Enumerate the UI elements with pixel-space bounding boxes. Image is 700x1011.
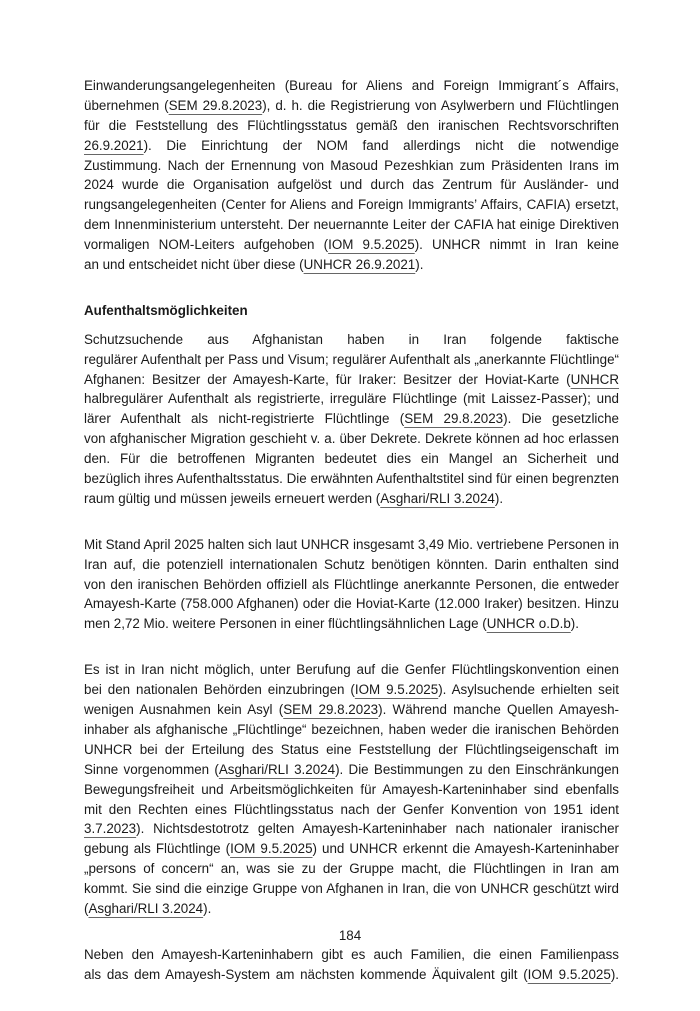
text-line [84, 389, 619, 409]
text-line [84, 680, 619, 700]
text-line [84, 136, 619, 156]
text-line [84, 489, 619, 509]
text-segment: rungsangelegenheiten (Center for Aliens and Foreign Immigrants’ Affairs, CAFIA) ersetzt, [84, 197, 619, 213]
text-segment: Es ist in Iran nicht möglich, unter Berufung auf die Genfer Flüchtlingskonvention einen [84, 662, 619, 678]
text-segment: Zustimmung. Nach der Ernennung von Masoud Pezeshkian zum Präsidenten Irans im [84, 157, 619, 173]
text-line [84, 700, 619, 720]
text-segment: ). [610, 966, 619, 982]
text-line [84, 215, 619, 235]
text-segment: ). [203, 900, 212, 916]
text-segment: Neben den Amayesh-Karteninhabern gibt es auch Familien, die einen Familienpass [84, 946, 619, 962]
text-segment: übernehmen ( [84, 97, 169, 113]
text-line [84, 965, 619, 985]
text-line [84, 156, 619, 176]
citation-link[interactable]: SEM 29.8.2023 [168, 97, 263, 113]
text-segment: als das dem Amayesh-System am nächsten kommende Äquivalent gilt ( [84, 966, 528, 982]
text-segment: bei den nationalen Behörden einzubringen ( [84, 682, 355, 698]
text-segment: mit den Rechten eines Flüchtlingsstatus nach der Genfer Konvention von 1951 ident [84, 801, 619, 817]
text-line [84, 255, 619, 275]
text-segment: lärer Aufenthalt als nicht-registrierte Flüchtlinge ( [84, 411, 405, 427]
text-segment: Amayesh-Karte (758.000 Afghanen) oder die Hoviat-Karte (12.000 Iraker) besitzen. Hinzu [84, 596, 619, 612]
citation-link[interactable]: Asghari/RLI 3.2024 [380, 490, 495, 506]
text-segment: wenigen Ausnahmen kein Asyl ( [84, 702, 284, 718]
text-segment: bezüglich ihres Aufenthaltsstatus. Die erwähnten Aufenthaltstitel sind für einen begrenzten [84, 471, 619, 487]
text-line [84, 350, 619, 370]
text-segment: regulärer Aufenthalt per Pass und Visum; regulärer Aufenthalt als „anerkannte Flüchtlinge“ [84, 351, 619, 367]
text-segment: inhaber als afghanische „Flüchtlinge“ bezeichnen, haben weder die iranischen Behörden [84, 721, 619, 737]
text-segment: von afghanischer Migration geschieht v. a. über Dekrete. Dekrete können ad hoc erlassen [84, 431, 619, 447]
text-segment: für die Feststellung des Flüchtlingsstatus gemäß den iranischen Rechtsvorschriften [84, 117, 619, 133]
text-line [84, 899, 619, 919]
text-segment: raum gültig und müssen jeweils erneuert werden ( [84, 490, 381, 506]
text-line [84, 429, 619, 449]
text-segment: ( [84, 900, 89, 916]
citation-link[interactable]: Asghari/RLI 3.2024 [88, 900, 204, 916]
section-heading: Aufenthaltsmöglichkeiten [84, 302, 248, 318]
text-line [84, 859, 619, 879]
text-segment: den. Für die betroffenen Migranten bedeutet dies ein Mangel an Sicherheit und [84, 451, 619, 467]
citation-link[interactable]: 3.7.2023 [84, 821, 137, 837]
text-line [84, 76, 619, 96]
citation-link[interactable]: IOM 9.5.2025 [354, 682, 439, 698]
text-line [84, 760, 619, 780]
text-line [84, 449, 619, 469]
text-line [84, 555, 619, 575]
text-line [84, 235, 619, 255]
text-line [84, 594, 619, 614]
text-segment: von den iranischen Behörden offiziell als Flüchtlinge anerkannte Personen, die entweder [84, 576, 619, 592]
text-line [84, 175, 619, 195]
citation-link[interactable]: SEM 29.8.2023 [404, 411, 504, 427]
text-segment: ). [570, 616, 579, 632]
text-segment: Sinne vorgenommen ( [84, 761, 219, 777]
paragraph [84, 330, 619, 509]
text-line [84, 800, 619, 820]
text-line [84, 614, 619, 634]
document-body [84, 76, 619, 1011]
paragraph [84, 660, 619, 919]
text-segment: men 2,72 Mio. weitere Personen in einer flüchtlingsähnlichen Lage ( [84, 616, 487, 632]
text-segment: „persons of concern“ an, was sie zu der Gruppe macht, die Flüchtlingen in Iran am [84, 861, 619, 877]
citation-link[interactable]: IOM 9.5.2025 [328, 237, 415, 253]
text-segment: Einwanderungsangelegenheiten (Bureau for Aliens and Foreign Immigrant´s Affairs, [84, 78, 619, 93]
paragraph [84, 535, 619, 634]
text-line [84, 409, 619, 429]
page-number: 184 [338, 928, 362, 943]
citation-link[interactable]: IOM 9.5.2025 [527, 966, 611, 982]
text-segment: Mit Stand April 2025 halten sich laut UNHCR insgesamt 3,49 Mio. vertriebene Personen in [84, 536, 619, 552]
text-segment: ). Asylsuchende erhielten seit [438, 682, 619, 698]
text-segment: Iran auf, die potenziell internationalen Schutz benötigen könnten. Darin enthalten sind [84, 556, 619, 572]
citation-link[interactable]: UNHCR o.D.b [486, 616, 571, 632]
text-segment: dem Innenministerium untersteht. Der neuernannte Leiter der CAFIA hat einige Direktiven [84, 217, 619, 233]
text-line [84, 740, 619, 760]
text-segment: vormaligen NOM-Leiters aufgehoben ( [84, 237, 329, 253]
citation-link[interactable]: IOM 9.5.2025 [230, 841, 313, 857]
text-segment: gebung als Flüchtlinge ( [84, 841, 231, 857]
text-segment: Afghanen: Besitzer der Amayesh-Karte, für Iraker: Besitzer der Hoviat-Karte ( [84, 371, 571, 387]
text-line [84, 660, 619, 680]
text-line [84, 195, 619, 215]
citation-link[interactable]: UNHCR 26.9.2021 [303, 257, 416, 273]
text-line [84, 575, 619, 595]
paragraph [84, 945, 619, 985]
citation-link[interactable]: 26.9.2021 [84, 137, 144, 153]
text-line [84, 370, 619, 390]
text-segment: ) und UNHCR erkennt die Amayesh-Karteninhaber [312, 841, 619, 857]
text-segment: ). Nichtsdestotrotz gelten Amayesh-Karteninhaber nach nationaler iranischer [136, 821, 619, 837]
text-segment: UNHCR bei der Erteilung des Status eine Feststellung der Flüchtlingseigenschaft im [84, 741, 619, 757]
text-segment: an und entscheidet nicht über diese ( [84, 257, 304, 273]
text-segment: 2024 wurde die Organisation aufgelöst und durch das Zentrum für Ausländer- und [84, 177, 619, 193]
text-line [84, 116, 619, 136]
text-line [84, 839, 619, 859]
text-line [84, 819, 619, 839]
text-line [84, 96, 619, 116]
text-segment: halbregulärer Aufenthalt als registrierte, irreguläre Flüchtlinge (mit Laissez-Passer); und [84, 391, 619, 407]
text-line [84, 720, 619, 740]
text-line [84, 879, 619, 899]
text-segment: ). Die Bestimmungen zu den Einschränkungen [335, 761, 619, 777]
text-segment: Bewegungsfreiheit und Arbeitsmöglichkeiten für Amayesh-Karteninhaber sind ebenfalls [84, 781, 619, 797]
text-segment: ). [415, 257, 424, 273]
text-segment: kommt. Sie sind die einzige Gruppe von Afghanen in Iran, die von UNHCR geschützt wird [84, 881, 619, 897]
text-segment: ). [494, 490, 504, 506]
text-line [84, 780, 619, 800]
text-line [84, 330, 619, 350]
text-line [84, 469, 619, 489]
citation-link[interactable]: UNHCR [570, 371, 619, 387]
paragraph [84, 76, 619, 275]
citation-link[interactable]: Asghari/RLI 3.2024 [218, 761, 336, 777]
text-line [84, 945, 619, 965]
text-segment: ). Während manche Quellen Amayesh- [378, 702, 619, 718]
text-segment: ). UNHCR nimmt in Iran keine [414, 237, 619, 253]
citation-link[interactable]: SEM 29.8.2023 [283, 702, 379, 718]
text-segment: Schutzsuchende aus Afghanistan haben in Iran folgende faktische [84, 331, 619, 347]
text-line [84, 535, 619, 555]
text-segment: ). Die gesetzliche [503, 411, 619, 427]
text-segment: ). Die Einrichtung der NOM fand allerdings nicht die notwendige [143, 137, 619, 153]
text-segment: ), d. h. die Registrierung von Asylwerbern und Flüchtlingen [262, 97, 619, 113]
